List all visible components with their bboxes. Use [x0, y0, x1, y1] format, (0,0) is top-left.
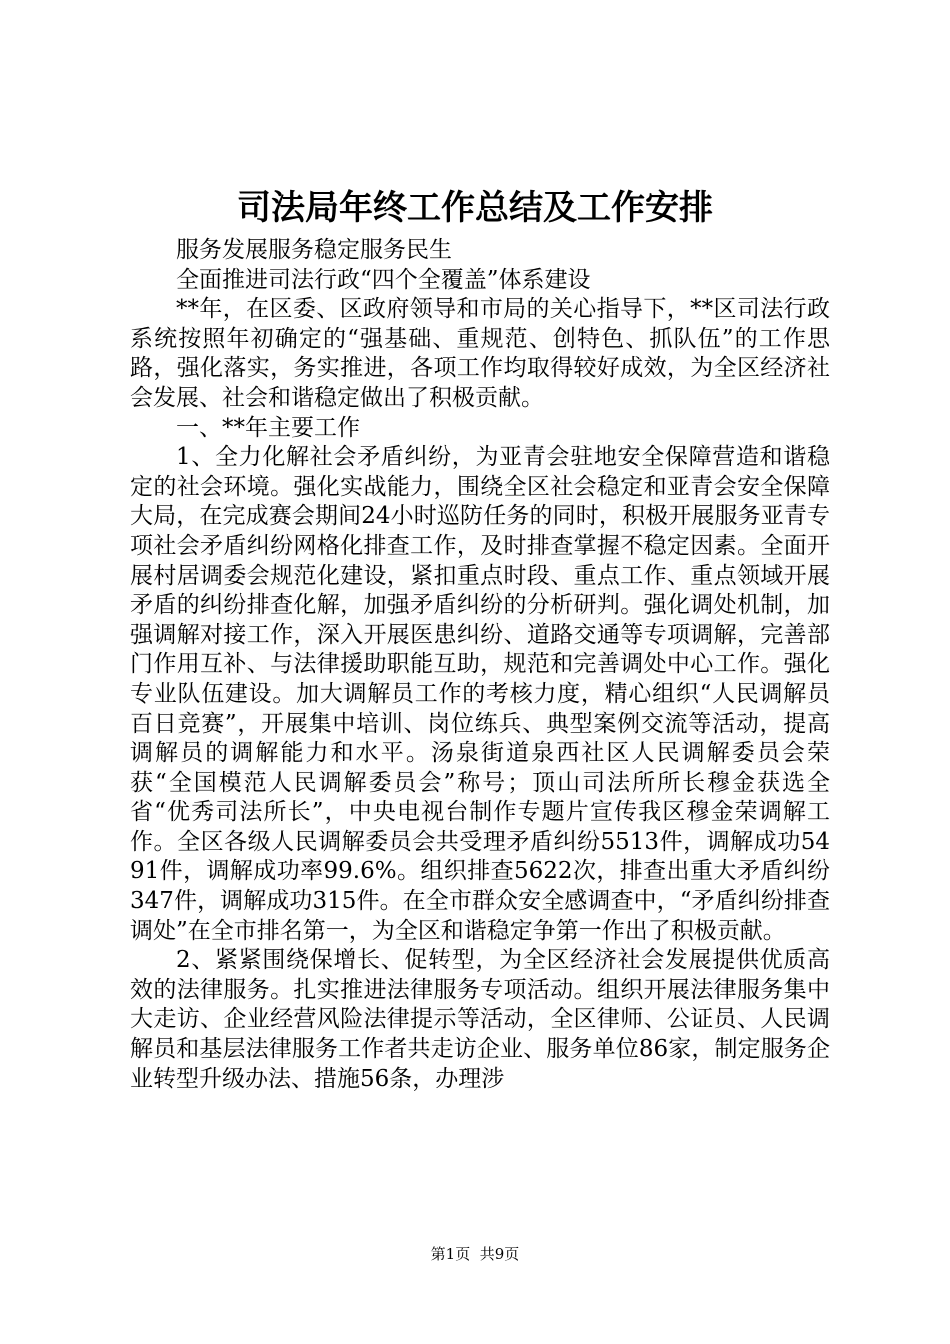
section-heading: 一、**年主要工作: [176, 414, 360, 441]
subtitle-line-1: 服务发展服务稳定服务民生: [176, 237, 452, 263]
intro-paragraph: **年，在区委、区政府领导和市局的关心指导下，**区司法行政系统按照年初确定的“强基础、重规范、创特色、抓队伍”的工作思路，强化落实，务实推进，各项工作均取得较好成效，为全区经济社会发展、社会和谐稳定做出了积极贡献。: [130, 296, 830, 411]
page-footer: [0, 1244, 950, 1264]
body-paragraph-2: 2、紧紧围绕保增长、促转型，为全区经济社会发展提供优质高效的法律服务。扎实推进法律服务专项活动。组织开展法律服务集中大走访、企业经营风险法律提示等活动，全区律师、公证员、人民调解员和基层法律服务工作者共走访企业、服务单位86家，制定服务企业转型升级办法、措施56条，办理涉: [130, 947, 830, 1092]
document-title: 司法局年终工作总结及工作安排: [237, 188, 713, 228]
subtitle-line-2: 全面推进司法行政“四个全覆盖”体系建设: [176, 266, 591, 293]
page-total: 共9页: [479, 1245, 520, 1263]
page-number: 第1页: [430, 1245, 471, 1263]
body-paragraph-1: 1、全力化解社会矛盾纠纷，为亚青会驻地安全保障营造和谐稳定的社会环境。强化实战能力，围绕全区社会稳定和亚青会安全保障大局，在完成赛会期间24小时巡防任务的同时，积极开展服务亚青专项社会矛盾纠纷网格化排查工作，及时排查掌握不稳定因素。全面开展村居调委会规范化建设，紧扣重点时段、重点工作、重点领域开展矛盾的纠纷排查化解，加强矛盾纠纷的分析研判。强化调处机制，加强调解对接工作，深入开展医患纠纷、道路交通等专项调解，完善部门作用互补、与法律援助职能互助，规范和完善调处中心工作。强化专业队伍建设。加大调解员工作的考核力度，精心组织“人民调解员百日竞赛”，开展集中培训、岗位练兵、典型案例交流等活动，提高调解员的调解能力和水平。汤泉街道泉西社区人民调解委员会荣获“全国模范人民调解委员会”称号；顶山司法所所长穆金获选全省“优秀司法所长”，中央电视台制作专题片宣传我区穆金荣调解工作。全区各级人民调解委员会共受理矛盾纠纷5513件，调解成功5491件，调解成功率99.6%。组织排查5622次，排查出重大矛盾纠纷347件，调解成功315件。在全市群众安全感调查中，“矛盾纠纷排查调处”在全市排名第一，为全区和谐稳定争第一作出了积极贡献。: [130, 444, 830, 944]
document-body: [130, 236, 830, 1094]
